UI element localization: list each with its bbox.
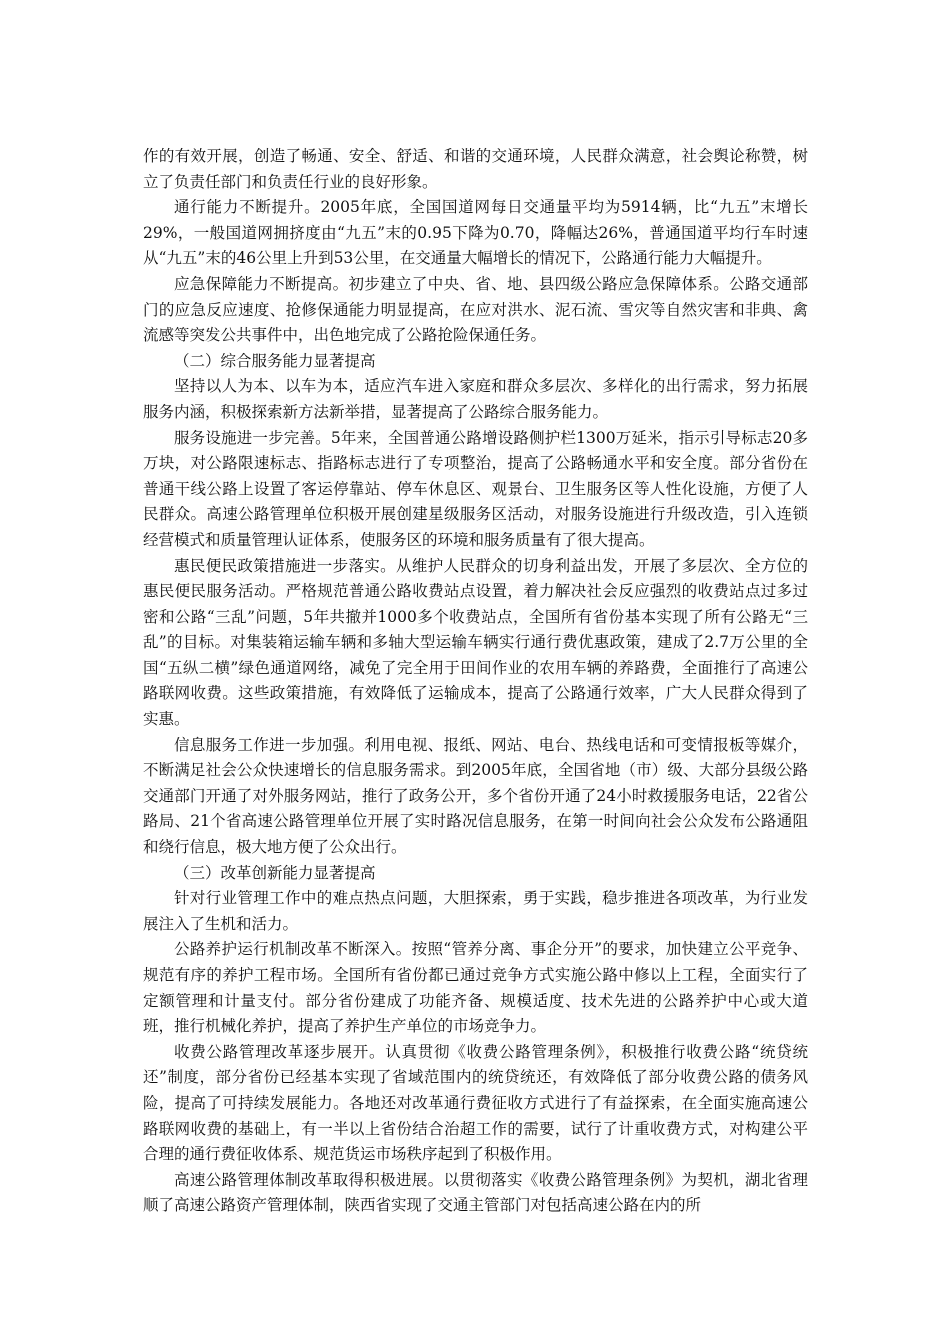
document-body [143, 144, 808, 1219]
paragraph-benefit-policies: 惠民便民政策措施进一步落实。从维护人民群众的切身利益出发，开展了多层次、全方位的惠民便民服务活动。严格规范普通公路收费站点设置，着力解决社会反应强烈的收费站点过多过密和公路“三乱”问题，5年共撤并1000多个收费站点，全国所有省份基本实现了所有公路无“三乱”的目标。对集装箱运输车辆和多轴大型运输车辆实行通行费优惠政策，建成了2.7万公里的全国“五纵二横”绿色通道网络，减免了完全用于田间作业的农用车辆的养路费，全面推行了高速公路联网收费。这些政策措施，有效降低了运输成本，提高了公路通行效率，广大人民群众得到了实惠。 [143, 556, 808, 729]
paragraph-maintenance-reform: 公路养护运行机制改革不断深入。按照“管养分离、事企分开”的要求，加快建立公平竞争、规范有序的养护工程市场。全国所有省份都已通过竞争方式实施公路中修以上工程，全面实行了定额管理和计量支付。部分省份建成了功能齐备、规模适度、技术先进的公路养护中心或大道班，推行机械化养护，提高了养护生产单位的市场竞争力。 [143, 940, 808, 1036]
paragraph-reform-intro: 针对行业管理工作中的难点热点问题，大胆探索，勇于实践，稳步推进各项改革，为行业发展注入了生机和活力。 [143, 889, 808, 933]
section-heading-reform: （三）改革创新能力显著提高 [174, 863, 376, 882]
paragraph-toll-reform: 收费公路管理改革逐步展开。认真贯彻《收费公路管理条例》，积极推行收费公路“统贷统还”制度，部分省份已经基本实现了省域范围内的统贷统还，有效降低了部分收费公路的债务风险，提高了可持续发展能力。各地还对改革通行费征收方式进行了有益探索，在全面实施高速公路联网收费的基础上，有一半以上省份结合治超工作的需要，试行了计重收费方式，对构建公平合理的通行费征收体系、规范货运市场秩序起到了积极作用。 [143, 1042, 808, 1164]
paragraph-emergency-capacity: 应急保障能力不断提高。初步建立了中央、省、地、县四级公路应急保障体系。公路交通部门的应急反应速度、抢修保通能力明显提高，在应对洪水、泥石流、雪灾等自然灾害和非典、禽流感等突发公共事件中，出色地完成了公路抢险保通任务。 [143, 274, 808, 345]
paragraph-information-service: 信息服务工作进一步加强。利用电视、报纸、网站、电台、热线电话和可变情报板等媒介，不断满足社会公众快速增长的信息服务需求。到2005年底，全国省地（市）级、大部分县级公路交通部门开通了对外服务网站，推行了政务公开，多个省份开通了24小时救援服务电话，22省公路局、21个省高速公路管理单位开展了实时路况信息服务，在第一时间向社会公众发布公路通阻和绕行信息，极大地方便了公众出行。 [143, 735, 808, 857]
section-heading-service: （二）综合服务能力显著提高 [174, 351, 376, 370]
paragraph-traffic-capacity: 通行能力不断提升。2005年底，全国国道网每日交通量平均为5914辆，比“九五”末增长29%，一般国道网拥挤度由“九五”末的0.95下降为0.70，降幅达26%，普通国道平均行车时速从“九五”末的46公里上升到53公里，在交通量大幅增长的情况下，公路通行能力大幅提升。 [143, 198, 808, 268]
paragraph-continuation: 作的有效开展，创造了畅通、安全、舒适、和谐的交通环境，人民群众满意，社会舆论称赞，树立了负责任部门和负责任行业的良好形象。 [143, 147, 808, 191]
paragraph-service-facilities: 服务设施进一步完善。5年来，全国普通公路增设路侧护栏1300万延米，指示引导标志20多万块，对公路限速标志、指路标志进行了专项整治，提高了公路畅通水平和安全度。部分省份在普通干线公路上设置了客运停靠站、停车休息区、观景台、卫生服务区等人性化设施，方便了人民群众。高速公路管理单位积极开展创建星级服务区活动，对服务设施进行升级改造，引入连锁经营模式和质量管理认证体系，使服务区的环境和服务质量有了很大提高。 [143, 428, 808, 549]
paragraph-expressway-reform: 高速公路管理体制改革取得积极进展。以贯彻落实《收费公路管理条例》为契机，湖北省理顺了高速公路资产管理体制，陕西省实现了交通主管部门对包括高速公路在内的所 [143, 1170, 808, 1215]
paragraph-service-intro: 坚持以人为本、以车为本，适应汽车进入家庭和群众多层次、多样化的出行需求，努力拓展服务内涵，积极探索新方法新举措，显著提高了公路综合服务能力。 [143, 377, 808, 421]
